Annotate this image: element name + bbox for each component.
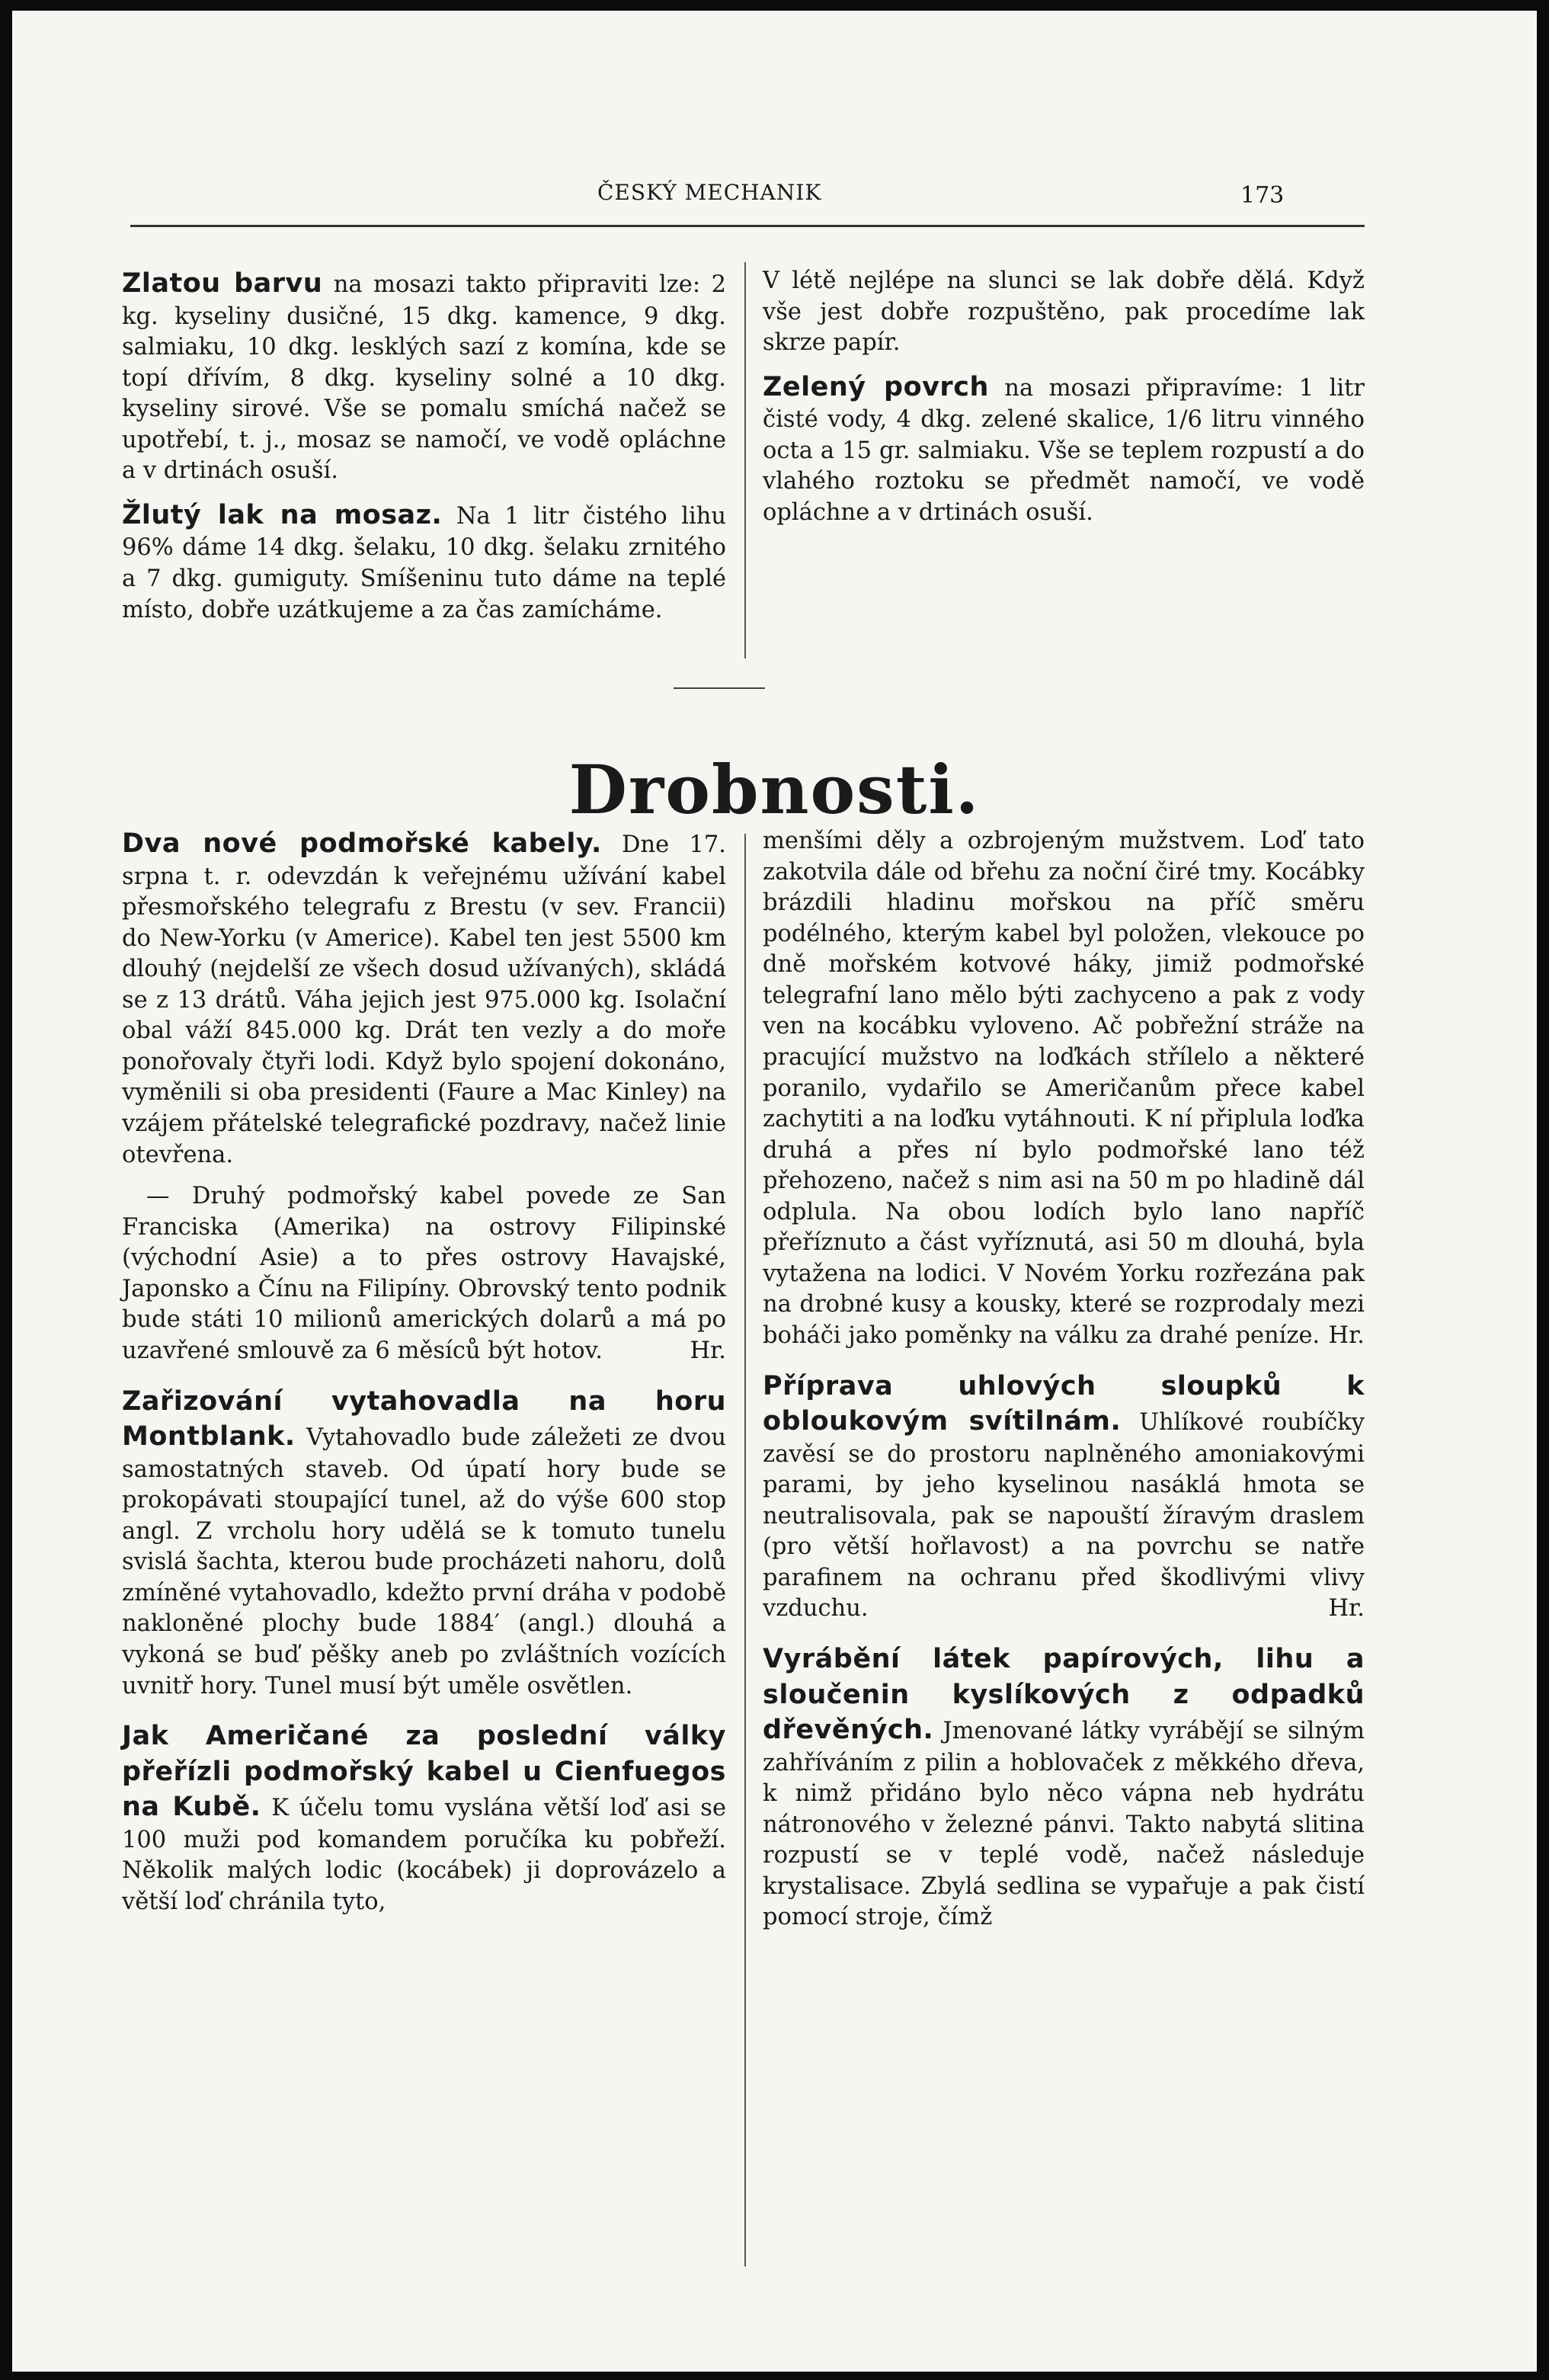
article-vyrabeni-latek — [763, 1642, 1365, 1933]
article-podmorske-kabely — [122, 826, 726, 1171]
article-heading: Zelený povrch — [763, 371, 989, 402]
article-heading: Jak Američané za poslední války přeřízli podmořský kabel u Cienfuegos na Kubě. — [122, 1721, 726, 1823]
separator-rule — [674, 687, 765, 689]
article-heading: Příprava uhlových sloupků k obloukovým svítilnám. — [763, 1370, 1365, 1437]
section-title: Drobnosti. — [568, 750, 981, 829]
article-body: Uhlíkové roubíčky zavěsí se do prostoru naplněného amoniakovými parami, by jeho kyselinou nasáklá hmota se neutralisovala, pak se napouští žíravým draslem (pro větší hořlavost) a na povrchu se natře parafinem na ochranu před škodlivými vlivy vzduchu. — [763, 1409, 1365, 1622]
article-zluty-lak-continued: V létě nejlépe na slunci se lak dobře dělá. Když vše jest dobře rozpuštěno, pak procedíme lak skrze papír. — [763, 267, 1365, 357]
article-body: K účelu tomu vyslána větší loď asi se 100 muži pod komandem poručíka ku pobřeží. Několik malých lodic (kocábek) ji doprovázelo a větší loď chránila tyto, — [122, 1795, 727, 1915]
article-body: Vytahovadlo bude záležeti ze dvou samostatných staveb. Od úpatí hory bude se prokopávati stoupající tunel, až do výše 600 stop angl. Z vrcholu hory udělá se k tomuto tunelu svislá šachta, kterou bude procházeti nahoru, dolů zmíněné vytahovadlo, kdežto první dráha v podobě nakloněné plochy bude 1884′ (angl.) dlouhá a vykoná se buď pěšky aneb po zvláštních vozících uvnitř hory. Tunel musí být uměle osvětlen. — [122, 1424, 726, 1699]
column-top-right — [763, 266, 1365, 528]
column-divider — [744, 834, 746, 2266]
running-head: ČESKÝ MECHANIK — [597, 180, 822, 205]
article-body: na mosazi připravíme: 1 litr čisté vody, 4 dkg. zelené skalice, 1/6 litru vinného octa a 15 gr. salmiaku. Vše se teplem rozpustí a do vlahého roztoku se předmět namočí, ve vodě opláchne a v drtinách osuší. — [763, 374, 1365, 526]
article-heading: Vyrábění látek papírových, lihu a sloučenin kyslíkových z odpadků dřevěných. — [763, 1644, 1365, 1746]
article-heading: Zlatou barvu — [122, 268, 323, 299]
article-podmorske-kabely-part2 — [122, 1181, 726, 1366]
signature: Hr. — [690, 1337, 726, 1364]
article-zlatou-barvu — [122, 266, 726, 487]
signature: Hr. — [1328, 1595, 1365, 1622]
article-body: Jmenované látky vyrábějí se silným zahříváním z pilin a hoblovaček z měkkého dřeva, k nimž přidáno bylo něco vápna neb hydrátu nátronového v železné pánvi. Takto nabytá slitina rozpustí se v teplé vodě, načež následuje krystalisace. Zbylá sedlina se vypařuje a pak čistí pomocí stroje, čímž — [763, 1718, 1365, 1931]
column-divider — [744, 262, 746, 658]
header-rule — [130, 225, 1365, 227]
column-top-left — [122, 266, 726, 626]
page — [12, 11, 1537, 2372]
page-number: 173 — [1240, 182, 1285, 209]
article-body: menšími děly a ozbrojeným mužstvem. Loď tato zakotvila dále od břehu za noční čiré tmy. Kocábky brázdili hladinu mořskou na příč směru podélného, kterým kabel byl položen, vlekouce po dně mořském kotvové háky, jimiž podmořské telegrafní lano mělo býti zachyceno a pak z vody ven na kocábku vyloveno. Ač pobřežní stráže na pracující mužstvo na loďkách střílelo a některé poranilo, vydařilo se Američanům přece kabel zachytiti a na loďku vytáhnouti. K ní připlula loďka druhá a přes ní bylo podmořské lano též přehozeno, načež s nim asi na 50 m po hladině dál odplula. Na obou lodích bylo lano napříč přeříznuto a část vyříznutá, asi 50 m dlouhá, byla vytažena na lodici. V Novém Yorku rozřezána pak na drobné kusy a kousky, které se rozprodaly mezi boháči jako poměnky na válku za drahé peníze. — [763, 828, 1365, 1349]
article-cienfuegos-continued — [763, 826, 1365, 1352]
article-body: Dne 17. srpna t. r. odevzdán k veřejnému užívání kabel přesmořského telegrafu z Brestu (v sev. Francii) do New-Yorku (v Americe). Kabel ten jest 5500 km dlouhý (nejdelší ze všech dosud užívaných), skládá se z 13 drátů. Váha jejich jest 975.000 kg. Isolační obal váží 845.000 kg. Drát ten vezly a do moře ponořovaly čtyři lodi. Když bylo spojení dokonáno, vyměnili si oba presidenti (Faure a Mac Kinley) na vzájem přátelské telegrafické pozdravy, načež linie otevřena. — [122, 831, 726, 1168]
article-zeleny-povrch — [763, 370, 1365, 529]
article-priprava-sloupku — [763, 1369, 1365, 1625]
signature: Hr. — [1328, 1322, 1365, 1349]
article-montblank — [122, 1384, 726, 1703]
article-heading: Žlutý lak na mosaz. — [122, 499, 443, 530]
article-heading: Dva nové podmořské kabely. — [122, 828, 602, 859]
column-bottom-right — [763, 826, 1365, 1933]
article-cienfuegos — [122, 1719, 726, 1917]
article-body: Na 1 litr čistého lihu 96% dáme 14 dkg. šelaku, 10 dkg. šelaku zrnitého a 7 dkg. gumiguty. Smíšeninu tuto dáme na teplé místo, dobře uzátkujeme a za čas zamícháme. — [122, 502, 727, 623]
article-zluty-lak — [122, 498, 726, 626]
article-heading: Zařizování vytahovadla na horu Montblank. — [122, 1385, 726, 1453]
article-body: — Druhý podmořský kabel povede ze San Franciska (Amerika) na ostrovy Filipinské (východní Asie) a to přes ostrovy Havajské, Japonsko a Čínu na Filipíny. Obrovský tento podnik bude státi 10 milionů amerických dolarů a má po uzavřené smlouvě za 6 měsíců být hotov. — [122, 1183, 726, 1364]
article-body: na mosazi takto připraviti lze: 2 kg. kyseliny dusičné, 15 dkg. kamence, 9 dkg. salmiaku, 10 dkg. lesklých sazí z komína, kde se topí dřívím, 8 dkg. kyseliny solné a 10 dkg. kyseliny sirové. Vše se pomalu smíchá načež se upotřebí, t. j., mosaz se namočí, ve vodě opláchne a v drtinách osuší. — [122, 271, 726, 485]
column-bottom-left — [122, 826, 726, 1917]
